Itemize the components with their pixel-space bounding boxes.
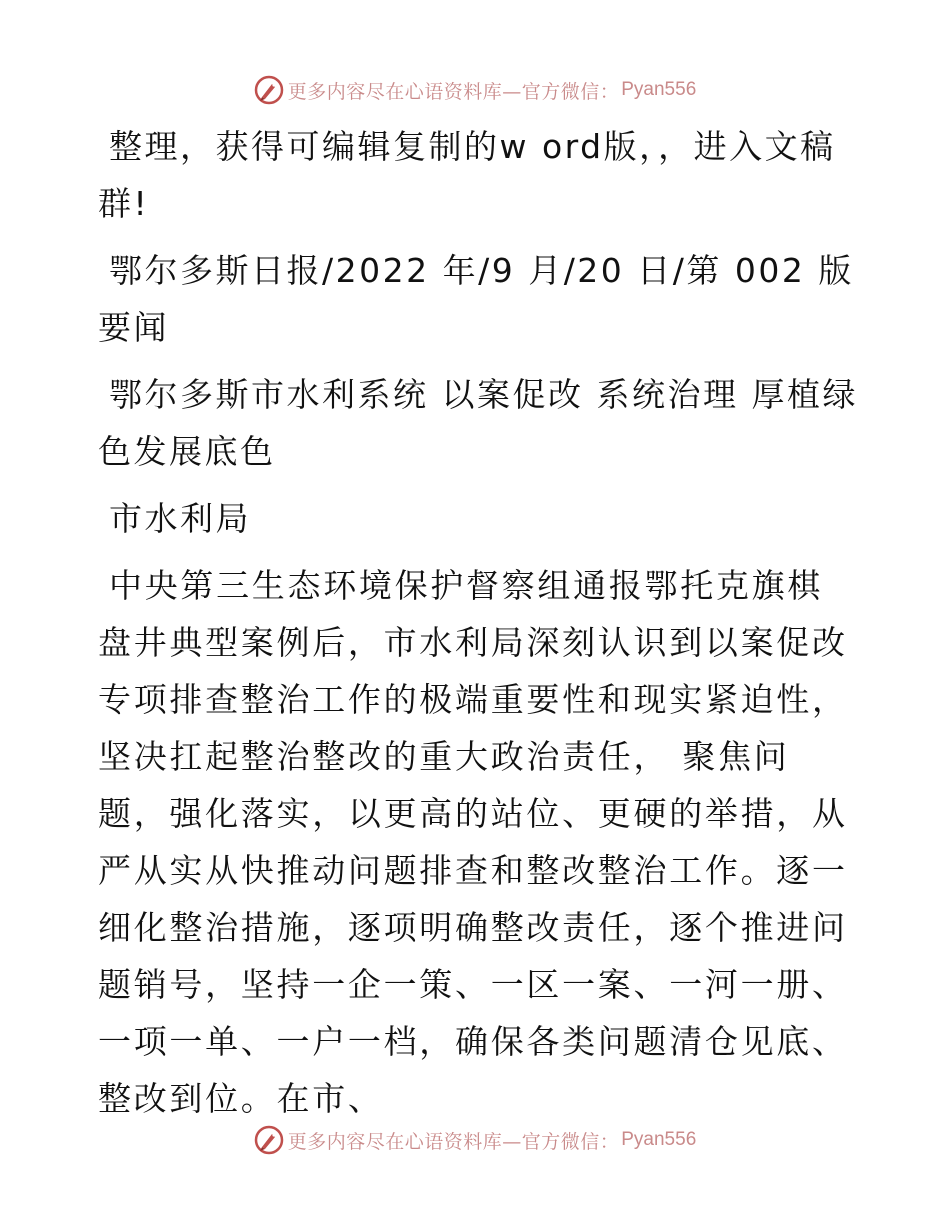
source-line: 鄂尔多斯日报/2022 年/9 月/20 日/第 002 版要闻 xyxy=(98,251,854,347)
footer-watermark xyxy=(0,1120,950,1160)
watermark-handle: Pyan556 xyxy=(621,79,697,100)
article-body-paragraph: 中央第三生态环境保护督察组通报鄂托克旗棋盘井典型案例后，市水利局深刻认识到以案促改专项排查整治工作的极端重要性和现实紧迫性， 坚决扛起整治整改的重大政治责任， 聚焦问题，强化落实，以更高的站位、更硬的举措，从严从实从快推动问题排查和整改整治工作。逐一细化整治措施，逐项明确整改责任，逐个推进问题销号，坚持一企一策、一区一案、一河一册、一项一单、一户一档，确保各类问题清仓见底、整改到位。在市、 xyxy=(98,566,848,1118)
document-body xyxy=(98,118,858,1137)
watermark-text: 更多内容尽在心语资料库—官方微信： xyxy=(287,80,620,103)
pen-logo-icon xyxy=(254,1125,284,1155)
watermark-handle: Pyan556 xyxy=(621,1129,697,1150)
article-author: 市水利局 xyxy=(109,499,251,538)
header-watermark xyxy=(0,70,950,110)
watermark-text: 更多内容尽在心语资料库—官方微信： xyxy=(287,1130,620,1153)
article-title: 鄂尔多斯市水利系统 以案促改 系统治理 厚植绿色发展底色 xyxy=(98,375,858,471)
pen-logo-icon xyxy=(254,75,284,105)
intro-paragraph: 整理，获得可编辑复制的w ord版，，进入文稿群! xyxy=(98,127,836,223)
